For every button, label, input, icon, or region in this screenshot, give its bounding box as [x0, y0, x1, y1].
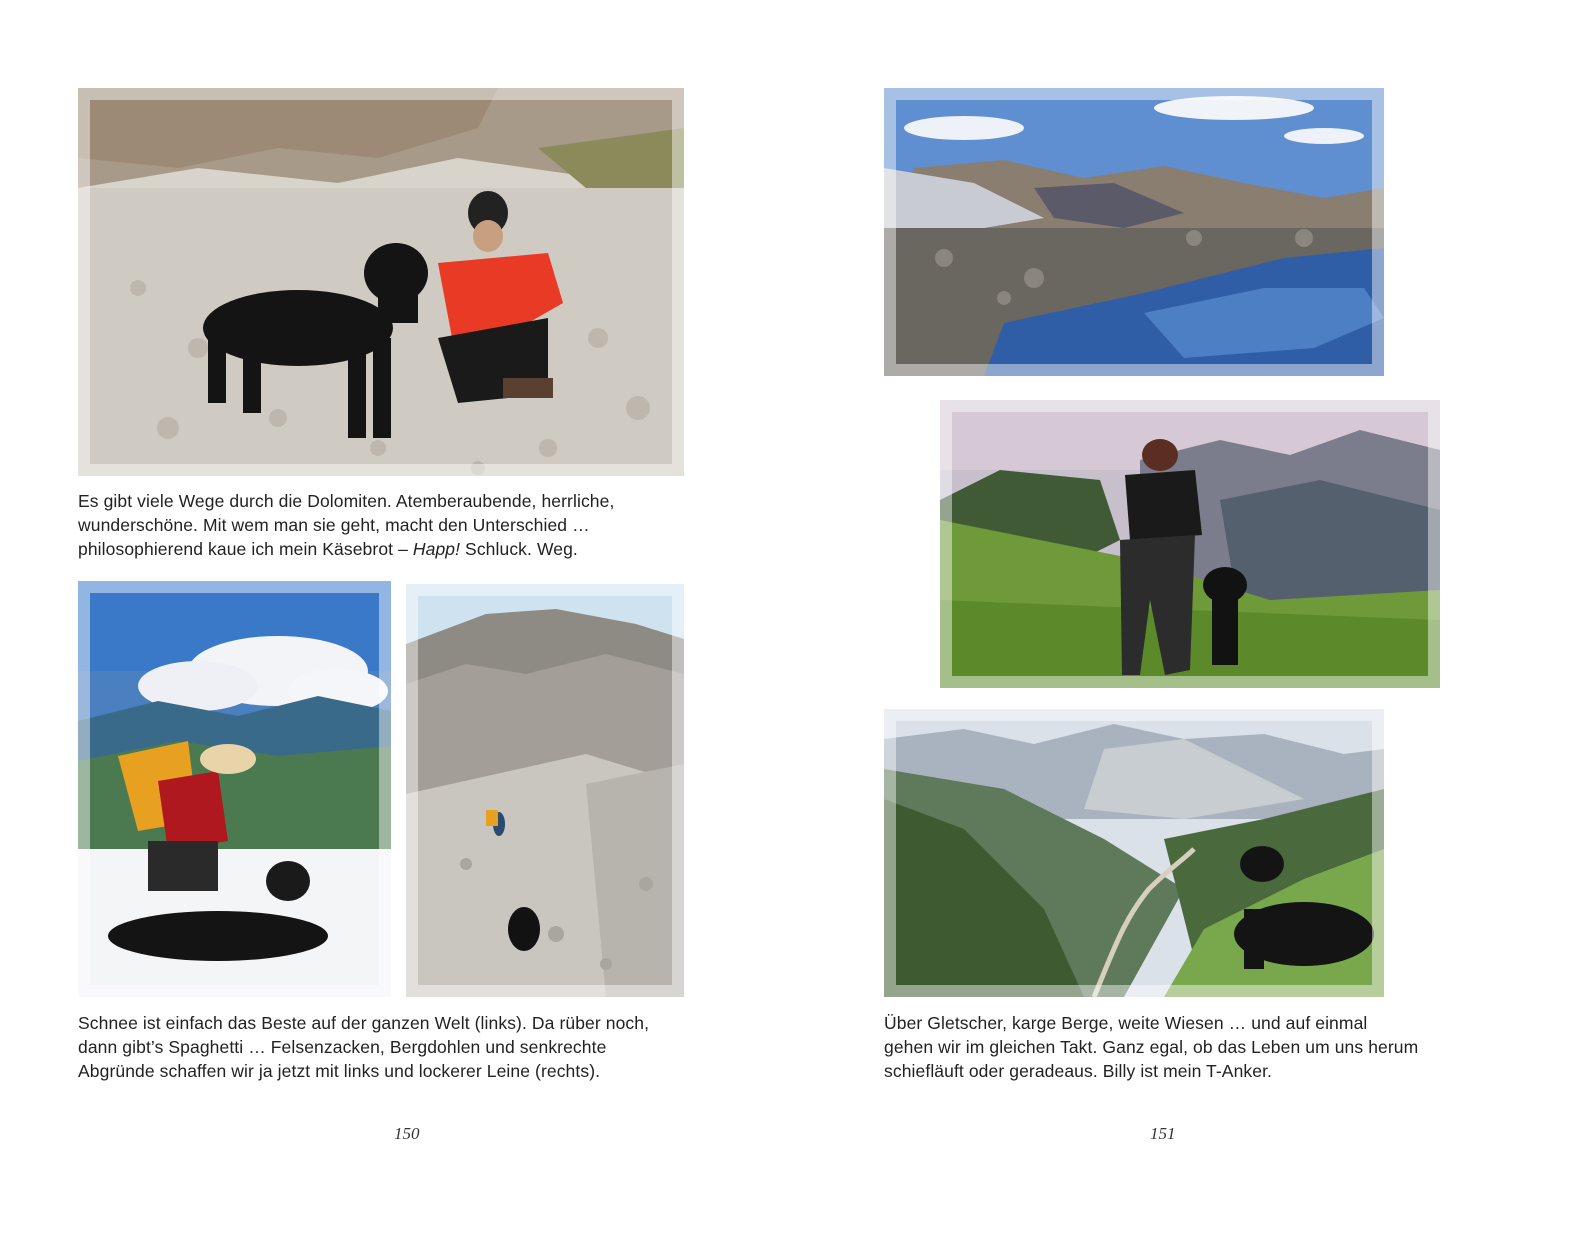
caption-line: Schnee ist einfach das Beste auf der ganzen Welt (links). Da rüber noch, [78, 1013, 650, 1033]
photo-rock-cliffs-scree [406, 584, 684, 997]
caption-glacier-meadow [884, 1011, 1418, 1083]
caption-line [78, 537, 614, 561]
caption-line: dann gibt’s Spaghetti … Felsenzacken, Bergdohlen und senkrechte [78, 1037, 607, 1057]
page-number-left: 150 [394, 1124, 420, 1143]
photo-glacier-stream [884, 88, 1384, 376]
page-number-right: 151 [1150, 1124, 1176, 1143]
caption-line: Es gibt viele Wege durch die Dolomiten. Atemberaubende, herrliche, [78, 491, 615, 511]
caption-line: Über Gletscher, karge Berge, weite Wiesen … und auf einmal [884, 1013, 1368, 1033]
caption-text: philosophierend kaue ich mein Käsebrot – [78, 539, 413, 559]
photo-dolomites-woman-dog [78, 88, 684, 476]
caption-emphasis: Happ! [412, 539, 461, 559]
caption-line: gehen wir im gleichen Takt. Ganz egal, ob das Leben um uns herum [884, 1037, 1419, 1057]
caption-dolomites [78, 489, 614, 561]
caption-line: Abgründe schaffen wir ja jetzt mit links und lockerer Leine (rechts). [78, 1061, 601, 1081]
photo-snow-hiker-dog [78, 581, 391, 997]
photo-valley-dog-resting [884, 709, 1384, 997]
caption-line: wunderschöne. Mit wem man sie geht, macht den Unterschied … [78, 515, 590, 535]
caption-line: schiefläuft oder geradeaus. Billy ist mein T-Anker. [884, 1061, 1273, 1081]
caption-snow-rocks [78, 1011, 649, 1083]
caption-text: Schluck. Weg. [460, 539, 578, 559]
photo-alpine-meadow-walk [940, 400, 1440, 688]
